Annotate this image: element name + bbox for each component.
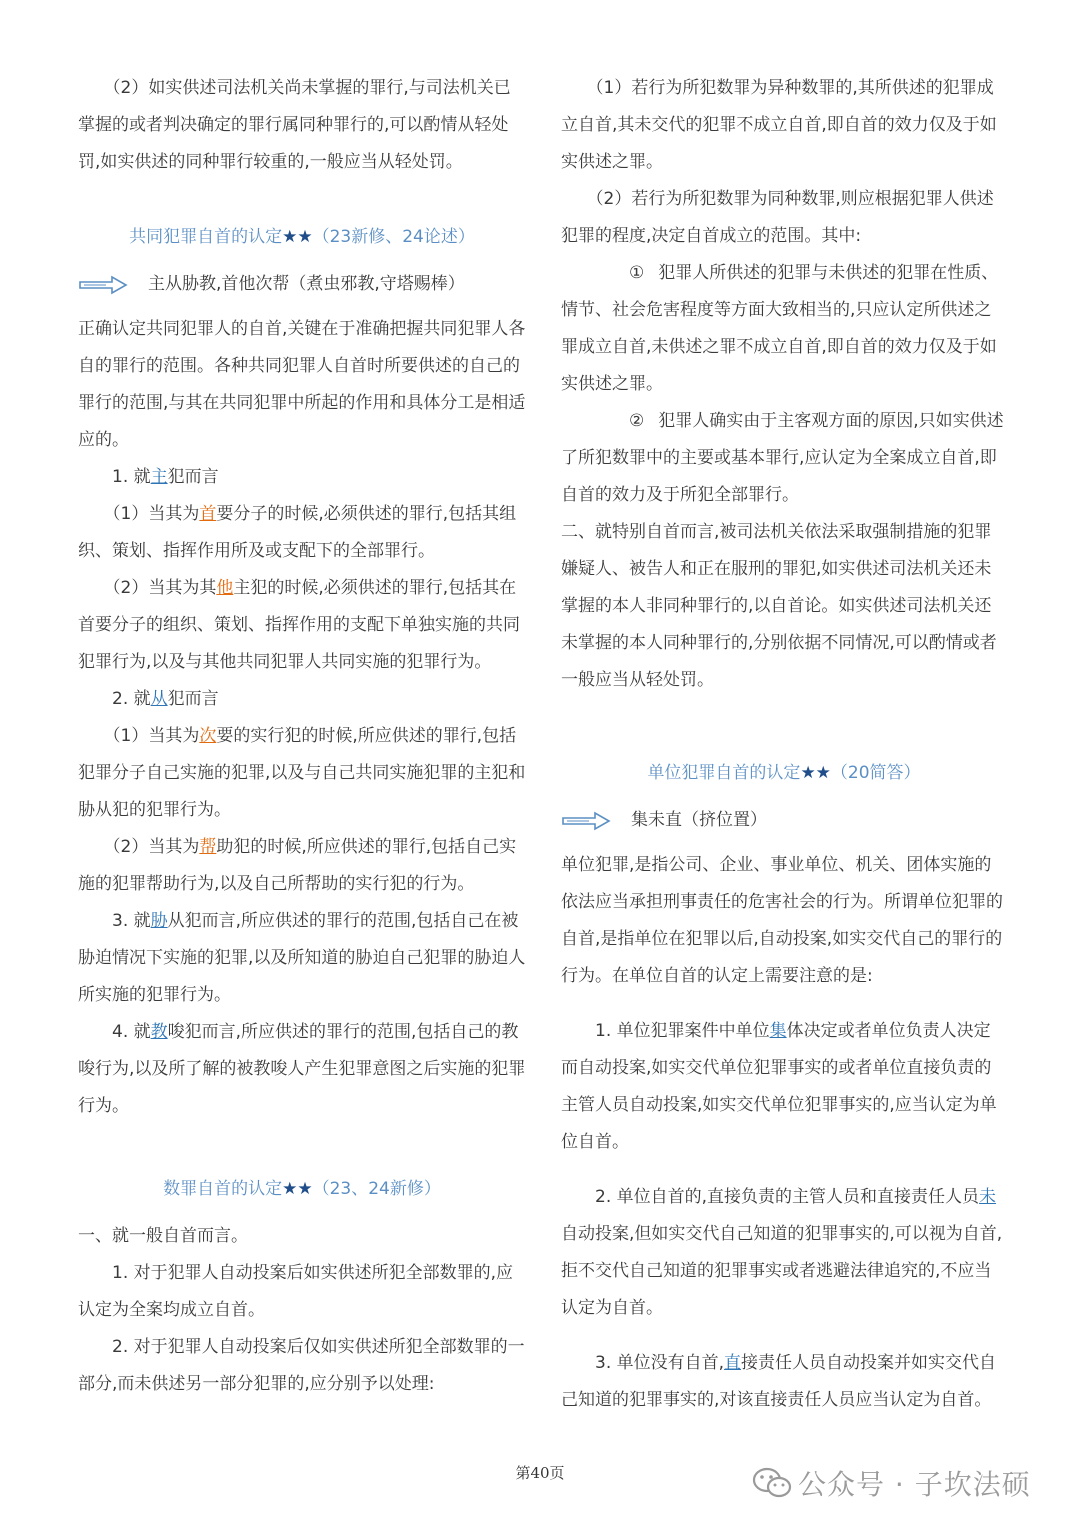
paragraph: （2）如实供述司法机关尚未掌握的罪行,与司法机关已掌握的或者判决确定的罪行属同种罪行的,可以酌情从轻处罚,如实供述的同种罪行较重的,一般应当从轻处罚。 <box>78 78 511 172</box>
highlight-keyword: 从 <box>150 689 168 709</box>
list-item: 3. 就胁从犯而言,所应供述的罪行的范围,包括自己在被胁迫情况下实施的犯罪,以及所知道的胁迫自己犯罪的胁迫人所实施的犯罪行为。 <box>78 911 526 1005</box>
highlight-keyword: 教 <box>150 1022 168 1042</box>
left-column <box>78 70 526 1403</box>
section-unit-crime <box>561 755 1007 1419</box>
highlight-keyword: 首 <box>199 504 217 524</box>
section-title: 共同犯罪自首的认定 <box>129 227 283 247</box>
right-column <box>561 70 1007 1419</box>
arrow-icon <box>78 274 130 296</box>
highlight-keyword: 主 <box>150 467 168 487</box>
highlight-keyword: 直 <box>724 1353 742 1373</box>
star-rating: ★★ <box>282 1179 313 1199</box>
list-item: 1. 单位犯罪案件中单位集体决定或者单位负责人决定而自动投案,如实交代单位犯罪事实的或者单位直接负责的主管人员自动投案,如实交代单位犯罪事实的,应当认定为单位自首。 <box>561 1021 997 1152</box>
mnemonic-row <box>561 802 1007 839</box>
highlight-keyword: 胁 <box>150 911 168 931</box>
highlight-keyword: 他 <box>216 578 234 598</box>
list-item: （2）当其为帮助犯的时候,所应供述的罪行,包括自己实施的犯罪帮助行为,以及自己所帮助的实行犯的行为。 <box>78 837 517 894</box>
star-rating: ★★ <box>282 227 313 247</box>
highlight-keyword: 帮 <box>199 837 217 857</box>
watermark <box>752 1463 1031 1503</box>
section-title: 数罪自首的认定 <box>163 1179 283 1199</box>
highlight-keyword: 次 <box>199 726 217 746</box>
highlight-keyword: 未 <box>979 1187 997 1207</box>
section-heading <box>78 219 526 256</box>
section-joint-crime <box>78 219 526 1125</box>
page-number: 第40页 <box>515 1464 565 1482</box>
list-item: （1）当其为次要的实行犯的时候,所应供述的罪行,包括犯罪分子自己实施的犯罪,以及与自己共同实施犯罪的主犯和胁从犯的犯罪行为。 <box>78 726 526 820</box>
list-item: 1. 对于犯罪人自动投案后如实供述所犯全部数罪的,应认定为全案均成立自首。 <box>78 1263 514 1320</box>
list-item: 2. 就从犯而言 <box>112 689 219 709</box>
paragraph: （1）若行为所犯数罪为异种数罪的,其所供述的犯罪成立自首,其未交代的犯罪不成立自首,即自首的效力仅及于如实供述之罪。 <box>561 78 997 172</box>
section-tag: （23新修、24论述） <box>312 227 475 247</box>
section-heading <box>78 1171 526 1208</box>
star-rating: ★★ <box>800 763 831 783</box>
list-item: （2）当其为其他主犯的时候,必须供述的罪行,包括其在首要分子的组织、策划、指挥作用的支配下单独实施的共同犯罪行为,以及与其他共同犯罪人共同实施的犯罪行为。 <box>78 578 520 672</box>
list-item: （1）当其为首要分子的时候,必须供述的罪行,包括其组织、策划、指挥作用所及或支配下的全部罪行。 <box>78 504 517 561</box>
paragraph: 单位犯罪,是指公司、企业、事业单位、机关、团体实施的依法应当承担刑事责任的危害社会的行为。所谓单位犯罪的自首,是指单位在犯罪以后,自动投案,如实交代自己的罪行的行为。在单位自首的认定上需要注意的是: <box>561 855 1003 986</box>
mnemonic-row <box>78 266 526 303</box>
watermark-text: 公众号 · 子坎法硕 <box>798 1468 1031 1501</box>
wechat-icon <box>752 1466 792 1500</box>
arrow-icon <box>561 810 613 832</box>
list-item: ① 犯罪人所供述的犯罪与未供述的犯罪在性质、情节、社会危害程度等方面大致相当的,只应认定所供述之罪成立自首,未供述之罪不成立自首,即自首的效力仅及于如实供述之罪。 <box>561 255 1007 403</box>
list-item: ② 犯罪人确实由于主客观方面的原因,只如实供述了所犯数罪中的主要或基本罪行,应认定为全案成立自首,即自首的效力及于所犯全部罪行。 <box>561 403 1007 514</box>
list-item: 4. 就教唆犯而言,所应供述的罪行的范围,包括自己的教唆行为,以及所了解的被教唆人产生犯罪意图之后实施的犯罪行为。 <box>78 1022 526 1116</box>
mnemonic-text: 主从胁教,首他次帮（煮虫邪教,守塔赐棒） <box>148 274 465 294</box>
list-item: 1. 就主犯而言 <box>112 467 219 487</box>
list-item: 2. 对于犯罪人自动投案后仅如实供述所犯全部数罪的一部分,而未供述另一部分犯罪的,应分别予以处理: <box>78 1337 525 1394</box>
highlight-keyword: 集 <box>769 1021 787 1041</box>
paragraph: 二、就特别自首而言,被司法机关依法采取强制措施的犯罪嫌疑人、被告人和正在服刑的罪犯,如实供述司法机关还未掌握的本人非同种罪行的,以自首论。如实供述司法机关还未掌握的本人同种罪行的,分别依据不同情况,可以酌情或者一般应当从轻处罚。 <box>561 522 997 690</box>
mnemonic-text: 集未直（挤位置） <box>631 810 767 830</box>
circled-number: ① <box>629 263 645 283</box>
section-tag: （20简答） <box>830 763 921 783</box>
list-item: 2. 单位自首的,直接负责的主管人员和直接责任人员未自动投案,但如实交代自己知道的犯罪事实的,可以视为自首,拒不交代自己知道的犯罪事实或者逃避法律追究的,不应当认定为自首。 <box>561 1187 1003 1318</box>
section-heading <box>561 755 1007 792</box>
paragraph: 一、就一般自首而言。 <box>78 1226 248 1246</box>
paragraph: （2）若行为所犯数罪为同种数罪,则应根据犯罪人供述犯罪的程度,决定自首成立的范围。其中: <box>561 189 994 246</box>
list-item: 3. 单位没有自首,直接责任人员自动投案并如实交代自己知道的犯罪事实的,对该直接责任人员应当认定为自首。 <box>561 1353 997 1410</box>
section-multiple-crimes <box>78 1171 526 1403</box>
section-tag: （23、24新修） <box>312 1179 441 1199</box>
circled-number: ② <box>629 411 645 431</box>
paragraph: 正确认定共同犯罪人的自首,关键在于准确把握共同犯罪人各自的罪行的范围。各种共同犯罪人自首时所要供述的自己的罪行的范围,与其在共同犯罪中所起的作用和具体分工是相适应的。 <box>78 319 526 450</box>
section-title: 单位犯罪自首的认定 <box>647 763 801 783</box>
